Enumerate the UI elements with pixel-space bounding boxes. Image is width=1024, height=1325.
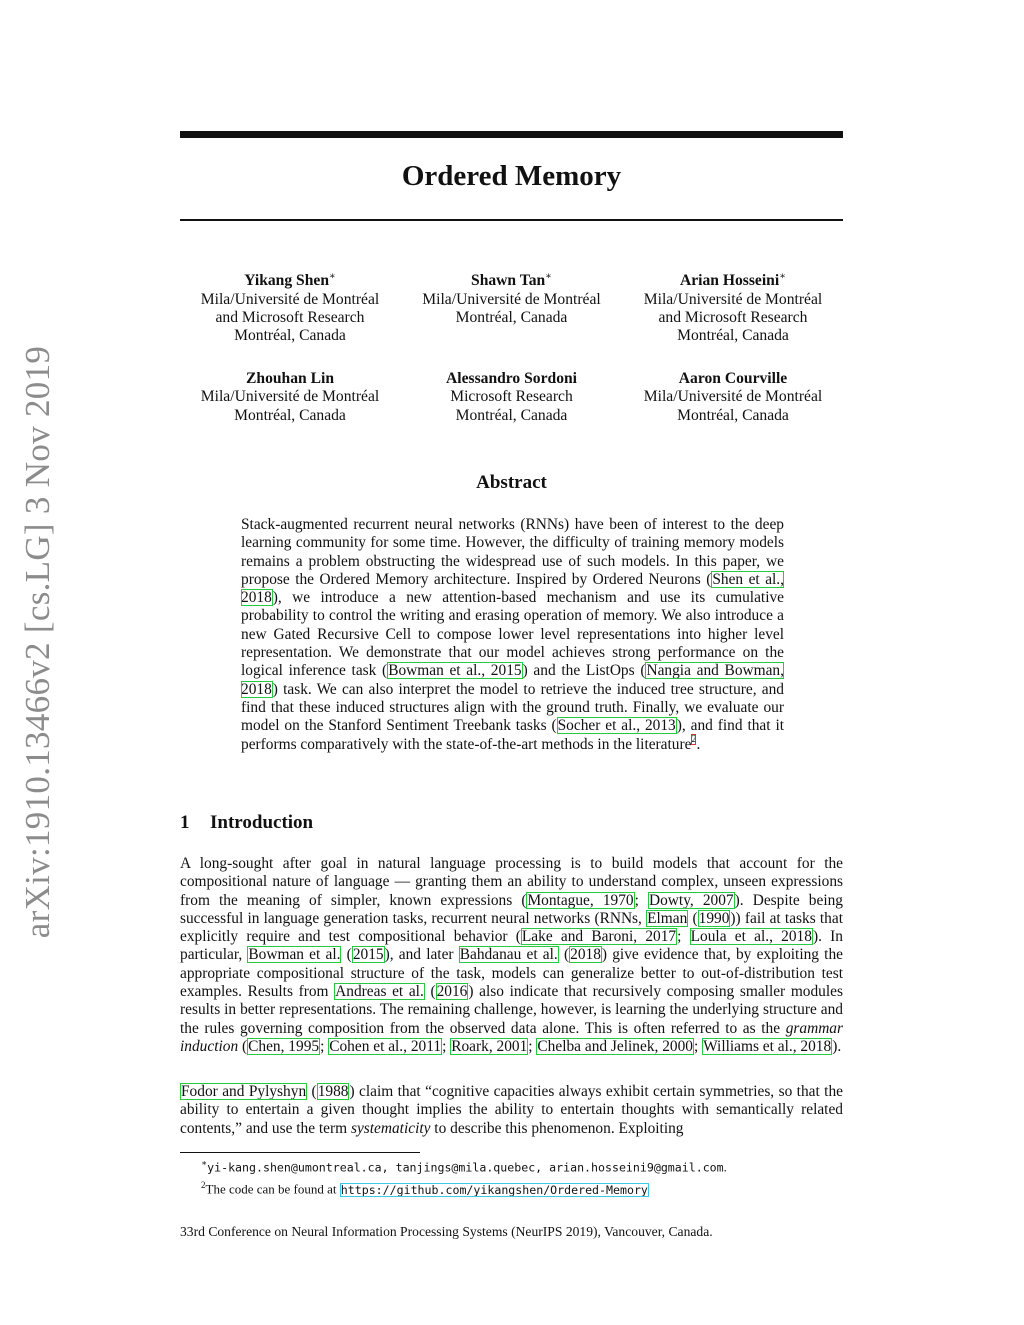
footnotes: [180, 1154, 843, 1199]
equal-contribution-mark: ∗: [545, 271, 552, 282]
author-name-text: Arian Hosseini: [679, 272, 780, 290]
body-text: to describe this phenomenon. Exploiting: [430, 1119, 684, 1137]
body-text: ) also indicate that recursively composing smaller modules results in better representations. The remaining challenge, however, is learning the underlying structure and the rules governing composition from the observed data alone. This is often referred to as the: [180, 983, 843, 1037]
citation-link[interactable]: Bahdanau et al.: [459, 946, 558, 964]
footnote-rule: [180, 1152, 420, 1153]
code-url-link[interactable]: https://github.com/yikangshen/Ordered-Memory: [340, 1182, 648, 1197]
author-affiliation: Mila/Université de Montréal: [643, 388, 823, 406]
author-name: Zhouhan Lin: [246, 370, 334, 387]
intro-paragraph: [180, 1083, 843, 1138]
citation-link[interactable]: Lake and Baroni, 2017: [521, 928, 677, 946]
citation-link[interactable]: Roark, 2001: [451, 1037, 528, 1055]
author-affiliation: and Microsoft Research: [215, 309, 365, 326]
title-rule-bottom: [180, 219, 843, 221]
body-text: (: [424, 983, 436, 1001]
body-text: A long-sought after goal in natural language processing is to build models that account for the compositional nature of language — granting them an ability to understand complex, unseen expressions from the meaning of simpler, known expressions (: [180, 855, 843, 909]
citation-link[interactable]: 2015: [352, 946, 384, 964]
author-row: [180, 370, 843, 425]
abstract-sentence: Stack-augmented recurrent neural networks (RNNs) have been of interest to the deep learning community for some time. However, the difficulty of training memory models remains a problem obstructing the widespread use of such models. In this paper, we propose the Ordered Memory architecture. Inspired by Ordered Neurons (: [241, 516, 784, 588]
body-text: ;: [320, 1037, 329, 1055]
emphasized-term: systematicity: [350, 1119, 431, 1137]
author-card: [180, 268, 400, 346]
citation-link[interactable]: Dowty, 2007: [649, 891, 734, 909]
author-location: Montréal, Canada: [677, 406, 789, 424]
author-affiliation: Mila/Université de Montréal: [422, 290, 601, 308]
author-location: Montréal, Canada: [234, 327, 346, 345]
body-text: (: [558, 946, 570, 964]
body-text: ). Despite being successful in language generation tasks, recurrent neural networks (RNNs,: [180, 891, 844, 927]
citation-link[interactable]: Williams et al., 2018: [703, 1037, 832, 1055]
body-text: ).: [832, 1037, 842, 1055]
citation-link[interactable]: Nangia and Bowman, 2018: [241, 662, 784, 698]
abstract-sentence: ) task. We can also interpret the model to retrieve the induced tree structure, and find that these induced structures align with the ground truth. Finally, we evaluate our model on the Stanford Sentiment Treebank tasks (: [241, 680, 784, 735]
author-affiliation: Mila/Université de Montréal: [200, 290, 380, 308]
citation-link[interactable]: Montague, 1970: [527, 891, 634, 909]
author-location: Montréal, Canada: [677, 327, 789, 345]
paper-title: Ordered Memory: [401, 160, 622, 192]
author-name: Alessandro Sordoni: [446, 370, 577, 387]
citation-link[interactable]: Andreas et al.: [335, 983, 424, 1001]
author-emails: yi-kang.shen@umontreal.ca, tanjings@mila.quebec, arian.hosseini9@gmail.com: [207, 1160, 724, 1175]
author-location: Montréal, Canada: [455, 406, 568, 424]
body-text: (: [238, 1037, 248, 1055]
body-text: The code can be found at: [205, 1181, 340, 1197]
citation-link[interactable]: Loula et al., 2018: [690, 928, 812, 946]
author-name-text: Yikang Shen: [244, 272, 329, 290]
abstract-sentence: ) and the ListOps (: [522, 662, 646, 680]
citation-link[interactable]: Cohen et al., 2011: [329, 1037, 442, 1055]
author-affiliation: Microsoft Research: [450, 388, 573, 406]
body-text: (: [341, 946, 352, 964]
body-text: ) give evidence that, by exploiting the appropriate compositional structure of the task, models can generalize better to out-of-distribution test examples. Results from: [180, 946, 843, 1001]
abstract-sentence: ), and find that it performs comparatively with the state-of-the-art methods in the literature: [241, 717, 785, 753]
author-affiliation: Mila/Université de Montréal: [643, 290, 823, 308]
body-text: ;: [677, 928, 690, 946]
citation-link[interactable]: Elman: [647, 909, 688, 927]
citation-link[interactable]: Chen, 1995: [248, 1037, 320, 1055]
author-name: [180, 268, 400, 291]
citation-link[interactable]: Bowman et al.: [248, 946, 341, 964]
author-affiliation: and Microsoft Research: [658, 309, 808, 326]
citation-link[interactable]: Socher et al., 2013: [557, 717, 676, 735]
author-card: [180, 370, 400, 425]
citation-link[interactable]: 1990: [698, 909, 730, 927]
equal-contribution-mark: ∗: [779, 271, 786, 282]
abstract-sentence: ), we introduce a new attention-based mechanism and use its cumulative probability to control the writing and erasing operation of memory. We also introduce a new Gated Recursive Cell to compose lower level representations into higher level representation. We demonstrate that our model achieves strong performance on the logical inference task (: [241, 589, 784, 680]
body-text: ), and later: [384, 946, 459, 964]
citation-link[interactable]: Shen et al., 2018: [241, 570, 784, 607]
body-text: )) fail at tasks that explicitly require and test compositional behavior (: [180, 909, 843, 946]
citation-link[interactable]: 2018: [570, 946, 601, 964]
section-number: 1: [180, 812, 190, 833]
footnote-mark: 2: [201, 1180, 206, 1191]
venue-footer: 33rd Conference on Neural Information Processing Systems (NeurIPS 2019), Vancouver, Canada.: [180, 1224, 713, 1239]
emphasized-term: grammar induction: [180, 1019, 843, 1055]
section-heading: [180, 812, 313, 834]
citation-link[interactable]: Fodor and Pylyshyn: [181, 1083, 307, 1100]
author-location: Montréal, Canada: [234, 406, 346, 424]
arxiv-identifier: arXiv:1910.13466v2 [cs.LG] 3 Nov 2019: [18, 345, 57, 939]
author-affiliation: Mila/Université de Montréal: [200, 388, 380, 406]
footnote-link[interactable]: 2: [691, 734, 697, 746]
author-name-text: Shawn Tan: [471, 272, 546, 290]
author-location: Montréal, Canada: [455, 309, 568, 326]
body-text: ). In particular,: [180, 928, 843, 964]
abstract-heading: Abstract: [476, 472, 547, 493]
body-text: ;: [528, 1037, 537, 1055]
body-text: ;: [442, 1037, 451, 1055]
citation-link[interactable]: 2016: [436, 983, 468, 1001]
footnote-code: [180, 1176, 843, 1198]
body-text: ;: [694, 1037, 703, 1055]
title-rule-top: [180, 131, 843, 138]
abstract-sentence: .: [696, 735, 701, 753]
section-title: Introduction: [210, 812, 314, 833]
footnote-mark: ∗: [201, 1158, 208, 1168]
footnote-emails: [180, 1154, 843, 1176]
author-name: Aaron Courville: [678, 370, 788, 387]
author-card: [402, 268, 622, 346]
abstract-text: [241, 516, 784, 754]
author-card: [623, 268, 843, 346]
author-card: [402, 370, 622, 425]
author-card: [623, 370, 843, 425]
body-text: (: [307, 1083, 317, 1100]
intro-paragraph: [180, 855, 843, 1056]
equal-contribution-mark: ∗: [329, 271, 336, 282]
body-text: .: [723, 1159, 727, 1175]
citation-link[interactable]: 1988: [317, 1083, 349, 1100]
author-row: [180, 268, 843, 346]
body-text: (: [688, 909, 698, 927]
author-name: [623, 268, 843, 291]
citation-link[interactable]: Bowman et al., 2015: [388, 662, 522, 680]
author-name: [402, 268, 622, 291]
citation-link[interactable]: Chelba and Jelinek, 2000: [537, 1037, 694, 1055]
body-text: ;: [634, 891, 648, 909]
body-text: ) claim that “cognitive capacities always exhibit certain symmetries, so that the ability to entertain a given thought implies the ability to entertain thoughts with semantically related contents,” and use the term: [180, 1083, 843, 1137]
